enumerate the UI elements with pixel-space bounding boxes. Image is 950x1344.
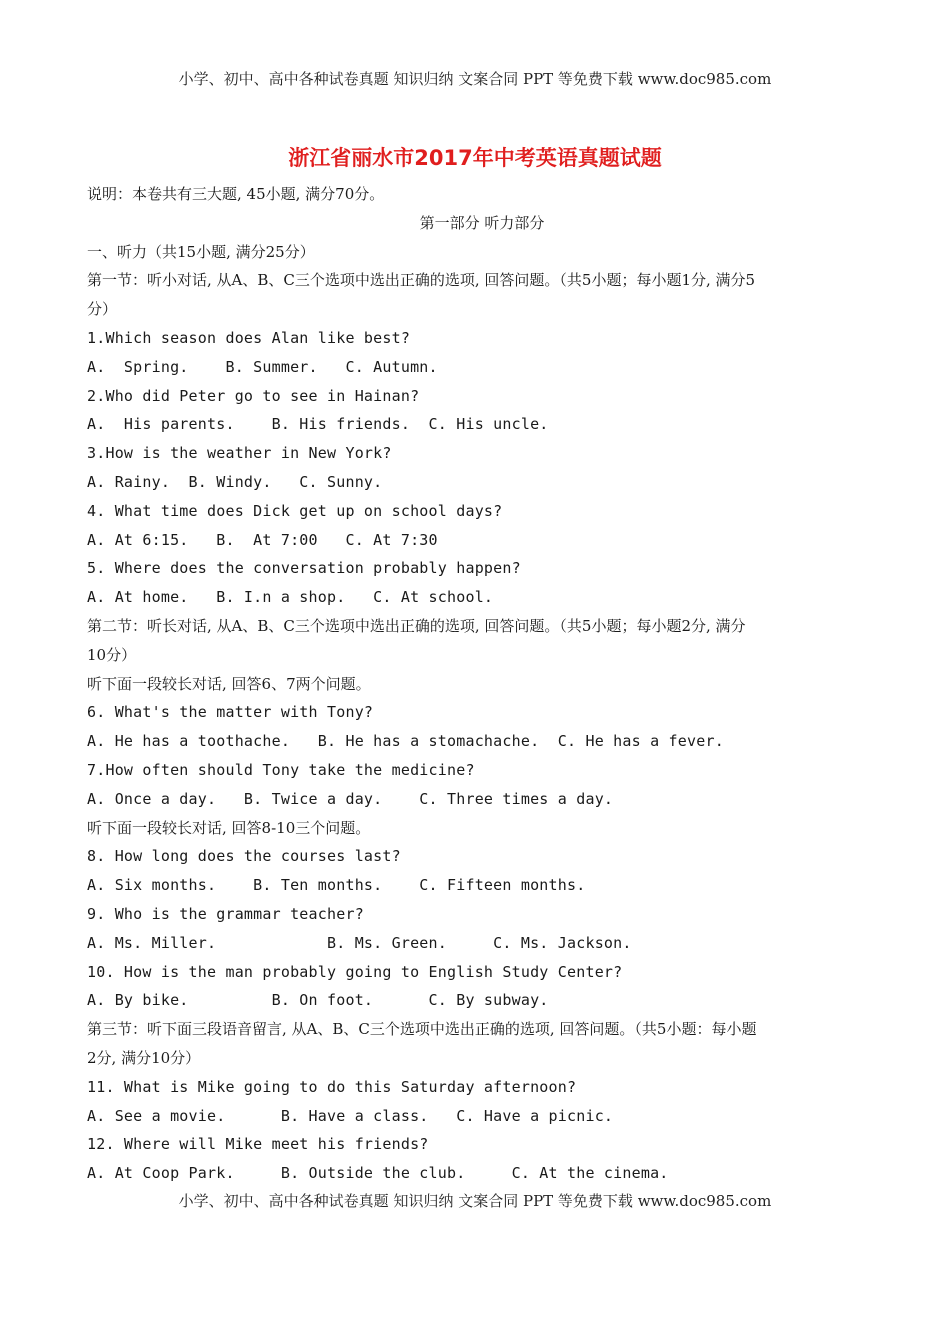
exam-title: 浙江省丽水市2017年中考英语真题试题	[288, 146, 662, 170]
subsection-heading: 第三节：听下面三段语音留言, 从A、B、C三个选项中选出正确的选项, 回答问题。（共5小题：每小题	[87, 1020, 757, 1039]
options: A. Ms. Miller. B. Ms. Green. C. Ms. Jackson.	[87, 933, 632, 952]
options: A. Rainy. B. Windy. C. Sunny.	[87, 472, 383, 491]
options: A. By bike. B. On foot. C. By subway.	[87, 991, 549, 1010]
subsection-heading-cont: 分）	[87, 300, 118, 319]
question: 6. What's the matter with Tony?	[87, 703, 374, 722]
options: A. At 6:15. B. At 7:00 C. At 7:30	[87, 530, 438, 549]
question: 5. Where does the conversation probably happen?	[87, 559, 521, 578]
options: A. Once a day. B. Twice a day. C. Three times a day.	[87, 789, 614, 808]
question: 2.Who did Peter go to see in Hainan?	[87, 386, 420, 405]
options: A. Six months. B. Ten months. C. Fifteen months.	[87, 876, 586, 895]
header-banner: 小学、初中、高中各种试卷真题 知识归纳 文案合同 PPT 等免费下载 www.doc985.com	[178, 70, 772, 88]
question: 12. Where will Mike meet his friends?	[87, 1135, 429, 1154]
subsection-heading-cont: 10分）	[87, 645, 137, 664]
options: A. Spring. B. Summer. C. Autumn.	[87, 357, 438, 376]
question: 7.How often should Tony take the medicine?	[87, 760, 475, 779]
options: A. His parents. B. His friends. C. His uncle.	[87, 415, 549, 434]
question: 1.Which season does Alan like best?	[87, 328, 411, 347]
options: A. At home. B. I.n a shop. C. At school.	[87, 588, 494, 607]
subsection-heading: 第二节：听长对话, 从A、B、C三个选项中选出正确的选项, 回答问题。（共5小题；每小题2分, 满分	[87, 616, 746, 635]
subsection-heading: 第一节：听小对话, 从A、B、C三个选项中选出正确的选项, 回答问题。（共5小题；每小题1分, 满分5	[87, 271, 756, 290]
options: A. See a movie. B. Have a class. C. Have a picnic.	[87, 1106, 614, 1125]
question: 9. Who is the grammar teacher?	[87, 904, 364, 923]
instructions: 说明：本卷共有三大题, 45小题, 满分70分。	[87, 185, 385, 203]
part-one-heading: 第一部分 听力部分	[419, 213, 545, 232]
section-heading: 一、听力（共15小题, 满分25分）	[87, 242, 315, 261]
dialogue-instruction: 听下面一段较长对话, 回答8-10三个问题。	[87, 818, 371, 837]
question: 10. How is the man probably going to English Study Center?	[87, 962, 623, 981]
question: 3.How is the weather in New York?	[87, 444, 392, 463]
options: A. At Coop Park. B. Outside the club. C. At the cinema.	[87, 1164, 669, 1183]
subsection-heading-cont: 2分, 满分10分）	[87, 1048, 201, 1067]
question: 4. What time does Dick get up on school days?	[87, 501, 503, 520]
options: A. He has a toothache. B. He has a stomachache. C. He has a fever.	[87, 732, 724, 751]
footer-banner: 小学、初中、高中各种试卷真题 知识归纳 文案合同 PPT 等免费下载 www.doc985.com	[178, 1192, 772, 1210]
dialogue-instruction: 听下面一段较长对话, 回答6、7两个问题。	[87, 674, 371, 693]
question: 11. What is Mike going to do this Saturday afternoon?	[87, 1077, 577, 1096]
question: 8. How long does the courses last?	[87, 847, 401, 866]
exam-body	[87, 180, 877, 1188]
